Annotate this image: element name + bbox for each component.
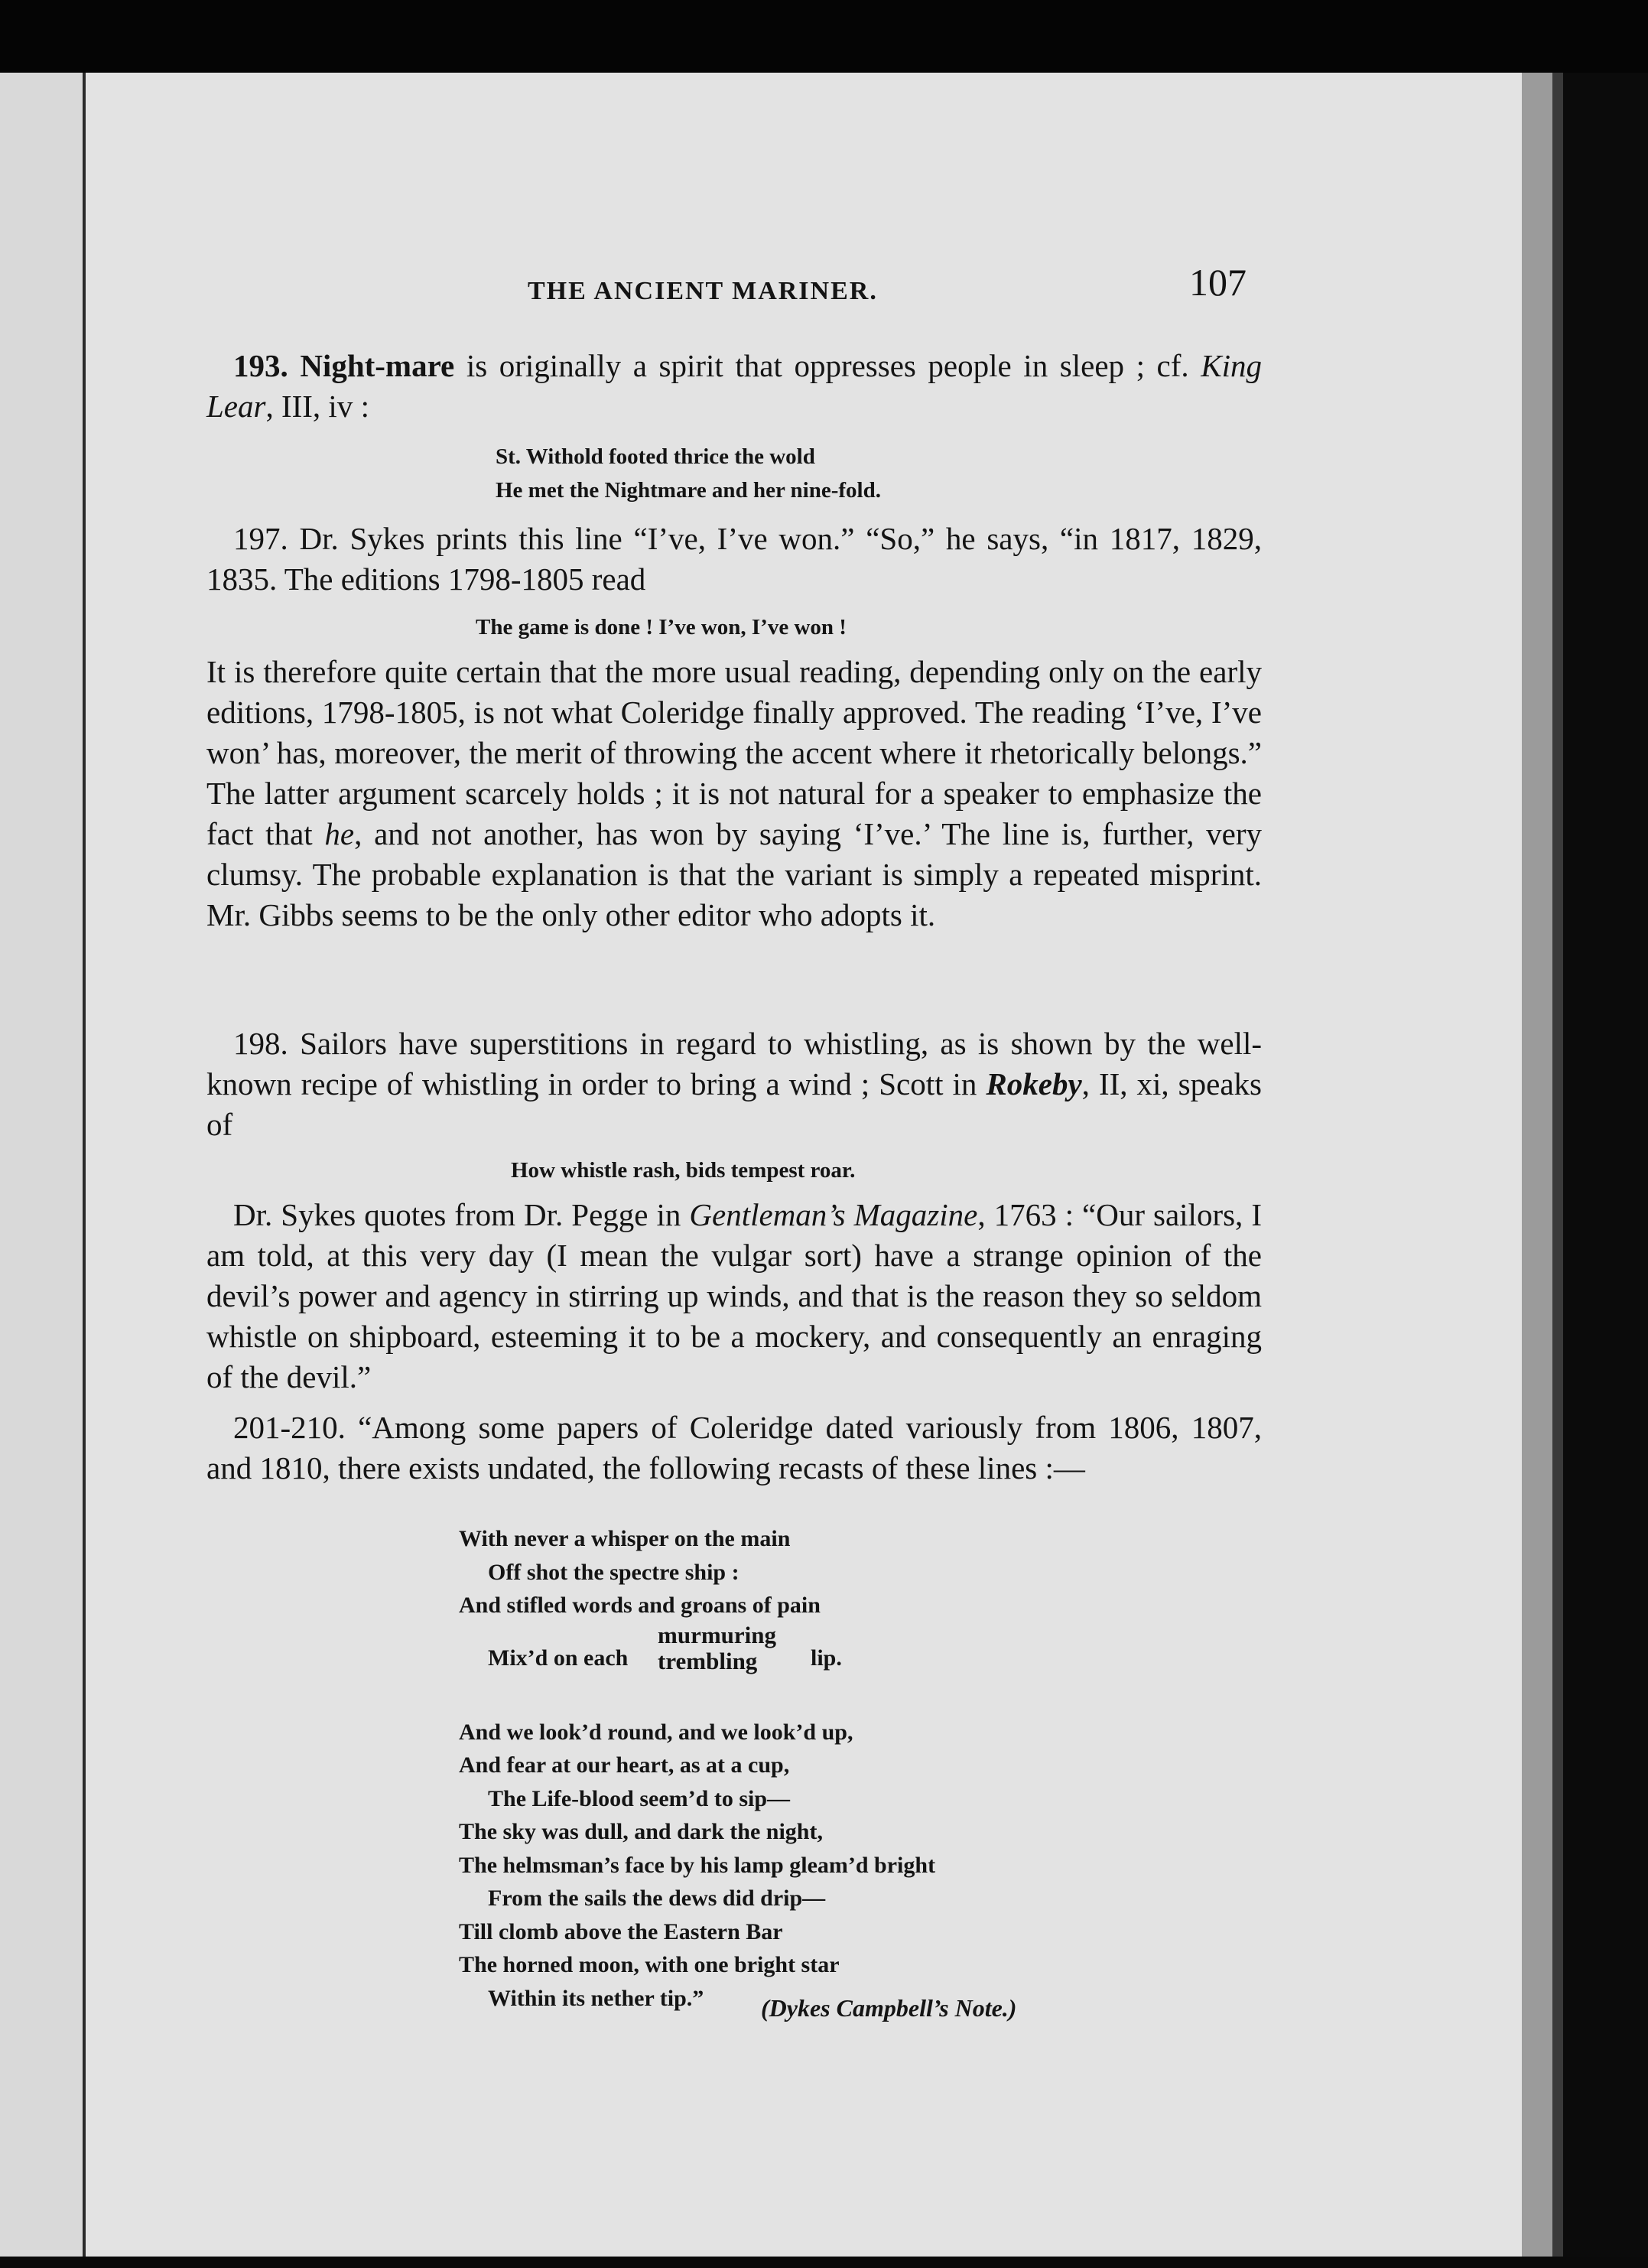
note-193-number: 193. (233, 348, 288, 383)
note-197-continued (206, 652, 1262, 936)
note-197-text: 197. Dr. Sykes prints this line “I’ve, I’ve won.” “So,” he says, “in 1817, 1829, 1835. The editions 1798-1805 read (206, 521, 1262, 597)
quote-line: He met the Nightmare and her nine-fold. (496, 478, 881, 503)
note-193-work: King Lear (206, 348, 1262, 424)
verse-line: And stifled words and groans of pain (459, 1593, 821, 1618)
page-fore-edge (1522, 73, 1552, 2260)
verse-line: With never a whisper on the main (459, 1526, 791, 1551)
variant-trembling: trembling (658, 1647, 758, 1674)
variant-murmuring: murmuring (658, 1621, 776, 1648)
note-198-work: Rokeby (986, 1066, 1082, 1101)
note-197 (206, 519, 1262, 600)
note-193-term: Night-mare (300, 348, 455, 383)
verse-line-end: lip. (811, 1645, 842, 1671)
verse-line: Within its nether tip.” (488, 1985, 704, 2011)
note-197-cont-a: It is therefore quite certain that the more usual reading, depending only on the early editions, 1798-1805, is not what Coleridge finally approved. The reading ‘I’ve, I’ve won’ has, moreover, the merit of throwing the accent where it rhetorically belongs.” The latter argument scarcely holds ; it is not natural for a speaker to emphasize the fact that (206, 654, 1262, 851)
quote-line: St. Withold footed thrice the wold (496, 444, 815, 469)
note-198-text: 198. Sailors have superstitions in regard to whistling, as is shown by the well-known recipe of whistling in order to bring a wind ; Scott in (206, 1026, 1262, 1101)
scan-bottom-border (0, 2257, 1648, 2268)
recast-verse (459, 1522, 935, 2015)
verse-line: The sky was dull, and dark the night, (459, 1819, 823, 1844)
magazine-title: Gentleman’s Magazine (689, 1197, 978, 1232)
verse-line: And fear at our heart, as at a cup, (459, 1752, 790, 1778)
note-197-emphasis: he (324, 816, 355, 851)
note-201-text: 201-210. “Among some papers of Coleridge dated variously from 1806, 1807, and 1810, there exists undated, the following recasts of these lines :— (206, 1410, 1262, 1485)
verse-variant-line (459, 1622, 935, 1688)
pegge-text-b: , 1763 : “Our sailors, I am told, at this very day (I mean the vulgar sort) have a strange opinion of the devil’s power and agency in stirring up winds, and that is the reason they so seldom whistle on shipboard, esteeming it to be a mockery, and consequently an enraging of the devil.” (206, 1197, 1262, 1394)
verse-line: And we look’d round, and we look’d up, (459, 1719, 853, 1745)
verse-line: The Life-blood seem’d to sip— (488, 1785, 791, 1811)
verse-line-start: Mix’d on each (488, 1645, 629, 1671)
note-193-ref: , III, iv : (265, 389, 369, 424)
attribution: (Dykes Campbell’s Note.) (761, 1994, 1017, 2022)
note-198-ref: , II, xi, speaks of (206, 1066, 1262, 1142)
note-198-pegge (206, 1195, 1262, 1398)
note-201-210 (206, 1407, 1262, 1489)
page-edge-shadow (1552, 73, 1563, 2260)
note-197-quote: The game is done ! I’ve won, I’ve won ! (476, 615, 847, 639)
verse-line: The horned moon, with one bright star (459, 1952, 840, 1977)
verse-line: From the sails the dews did drip— (488, 1886, 826, 1911)
running-title: THE ANCIENT MARINER. (528, 277, 878, 305)
variant-stack (658, 1622, 776, 1674)
verse-line: Till clomb above the Eastern Bar (459, 1918, 783, 1944)
page-number: 107 (1189, 261, 1247, 304)
scan-top-border (0, 0, 1648, 73)
facing-page-edge (0, 73, 86, 2260)
note-193-text: is originally a spirit that oppresses people in sleep ; cf. (454, 348, 1201, 383)
pegge-text-a: Dr. Sykes quotes from Dr. Pegge in (233, 1197, 690, 1232)
note-198 (206, 1023, 1262, 1145)
note-193-quote (496, 440, 881, 507)
verse-line: Off shot the spectre ship : (488, 1559, 739, 1585)
note-193 (206, 346, 1262, 427)
note-197-cont-b: , and not another, has won by saying ‘I’ve.’ The line is, further, very clumsy. The probable explanation is that the variant is simply a repeated misprint. Mr. Gibbs seems to be the only other editor who adopts it. (206, 816, 1262, 932)
note-198-quote: How whistle rash, bids tempest roar. (511, 1158, 856, 1183)
stanza-break (459, 1688, 935, 1716)
verse-line: The helmsman’s face by his lamp gleam’d bright (459, 1852, 936, 1878)
